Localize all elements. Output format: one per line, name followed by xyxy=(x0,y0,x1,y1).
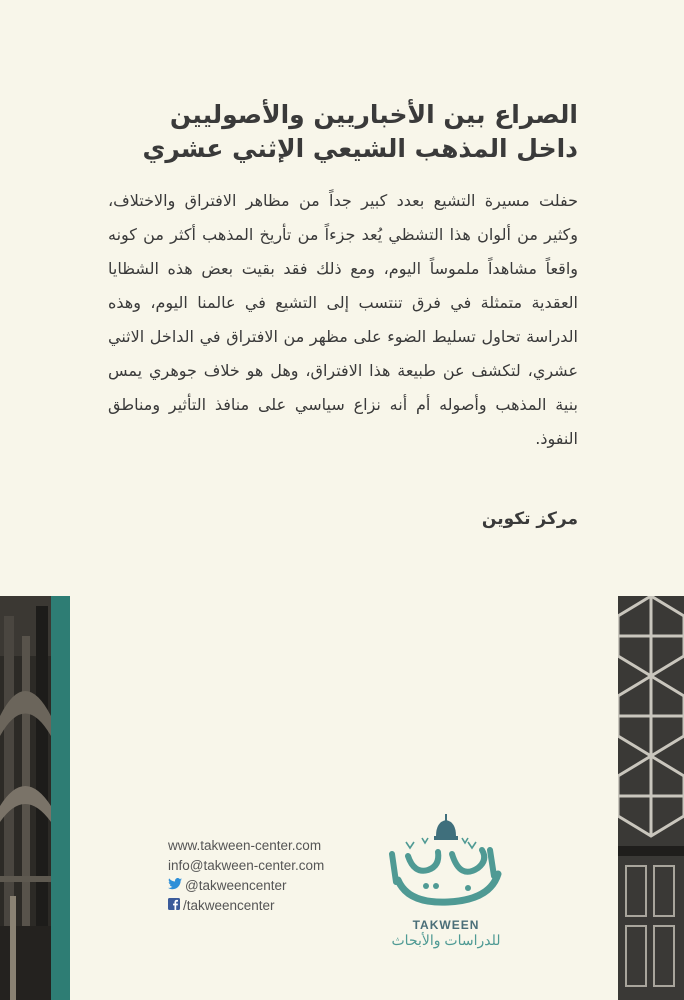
title-line-1: الصراع بين الأخباريين والأصوليين xyxy=(169,100,578,129)
right-lattice-image xyxy=(618,596,684,1000)
email-row xyxy=(168,856,368,876)
email-link[interactable]: info@takween-center.com xyxy=(168,858,325,873)
takween-calligraphy-mark xyxy=(368,810,524,916)
twitter-bird-icon xyxy=(168,876,182,896)
facebook-row xyxy=(168,896,368,916)
twitter-row xyxy=(168,876,368,896)
teal-band xyxy=(51,596,70,1000)
publisher-signature: مركز تكوين xyxy=(481,509,578,529)
arches-photo xyxy=(0,596,51,1000)
title-line-2: داخل المذهب الشيعي الإثني عشري xyxy=(142,134,578,163)
left-architecture-image xyxy=(0,596,70,1000)
book-title xyxy=(60,98,578,166)
window-lattice-photo xyxy=(618,596,684,1000)
website-row xyxy=(168,836,368,856)
website-link[interactable]: www.takween-center.com xyxy=(168,838,322,853)
contact-info xyxy=(168,836,368,916)
logo-arabic-tagline: للدراسات والأبحاث xyxy=(391,932,501,948)
logo-english-name: TAKWEEN xyxy=(412,918,480,932)
blurb-paragraph: حفلت مسيرة التشيع بعدد كبير جداً من مظاهر الافتراق والاختلاف، وكثير من ألوان هذا التشظي يُعد جزءاً من تأريخ المذهب أكثر من كونه واقعاً مشاهداً ملموساً اليوم، ومع ذلك فقد بقيت بعض هذه الشظايا العقدية متمثلة في فرق تنتسب إلى التشيع في عالمنا اليوم، وهذه الدراسة تحاول تسليط الضوء على مظهر من الافتراق في الداخل الاثني عشري، لتكشف عن طبيعة هذا الافتراق، وهل هو خلاف جوهري يمس بنية المذهب وأصوله أم أنه نزاع سياسي على منافذ التأثير ومناطق النفوذ. xyxy=(108,191,578,448)
takween-logo xyxy=(368,810,524,960)
twitter-handle[interactable]: @takweencenter xyxy=(185,878,287,893)
facebook-handle[interactable]: /takweencenter xyxy=(183,898,275,913)
facebook-f-icon xyxy=(168,896,180,916)
